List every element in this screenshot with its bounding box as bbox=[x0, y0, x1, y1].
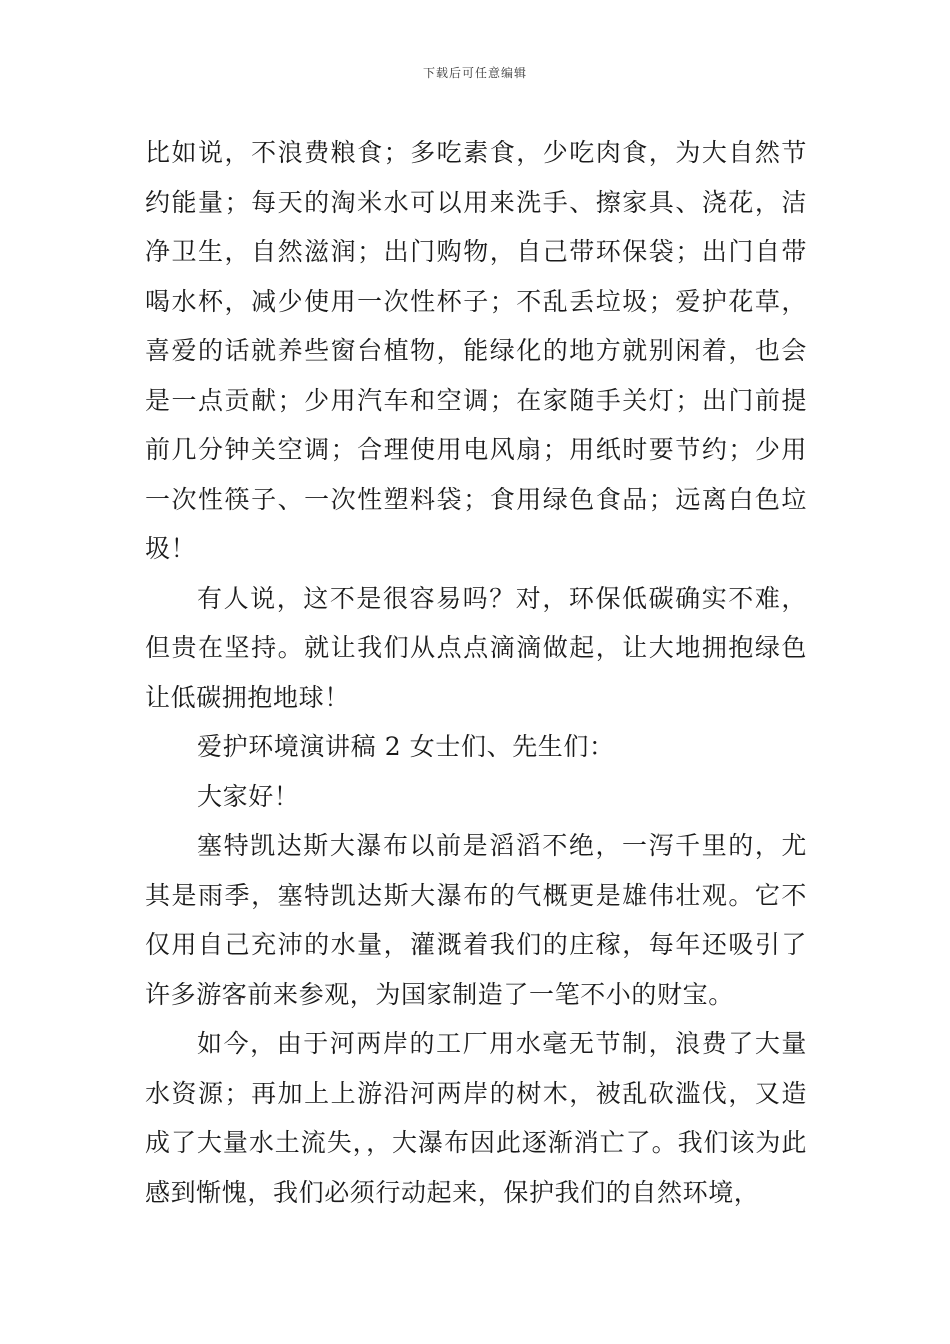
paragraph-4-greeting: 大家好！ bbox=[197, 781, 300, 811]
document-body bbox=[145, 128, 807, 1217]
paragraph-1: 比如说，不浪费粮食；多吃素食，少吃肉食，为大自然节约能量；每天的淘米水可以用来洗手、擦家具、浇花，洁净卫生，自然滋润；出门购物，自己带环保袋；出门自带喝水杯，减少使用一次性杯子；不乱丢垃圾；爱护花草，喜爱的话就养些窗台植物，能绿化的地方就别闲着，也会是一点贡献；少用汽车和空调；在家随手关灯；出门前提前几分钟关空调；合理使用电风扇；用纸时要节约；少用一次性筷子、一次性塑料袋；食用绿色食品；远离白色垃圾！ bbox=[145, 138, 807, 563]
paragraph-6: 如今，由于河两岸的工厂用水毫无节制，浪费了大量水资源；再加上上游沿河两岸的树木，被乱砍滥伐，又造成了大量水土流失，，大瀑布因此逐渐消亡了。我们该为此感到惭愧，我们必须行动起来，保护我们的自然环境， bbox=[145, 1029, 807, 1207]
paragraph-5: 塞特凯达斯大瀑布以前是滔滔不绝，一泻千里的，尤其是雨季，塞特凯达斯大瀑布的气概更是雄伟壮观。它不仅用自己充沛的水量，灌溉着我们的庄稼，每年还吸引了许多游客前来参观，为国家制造了一笔不小的财宝。 bbox=[145, 831, 807, 1009]
header-note: 下载后可任意编辑 bbox=[422, 66, 527, 80]
paragraph-3-speech-title: 爱护环境演讲稿 2 女士们、先生们： bbox=[197, 732, 615, 761]
paragraph-2: 有人说，这不是很容易吗？对，环保低碳确实不难，但贵在坚持。就让我们从点点滴滴做起，让大地拥抱绿色让低碳拥抱地球！ bbox=[145, 583, 807, 712]
